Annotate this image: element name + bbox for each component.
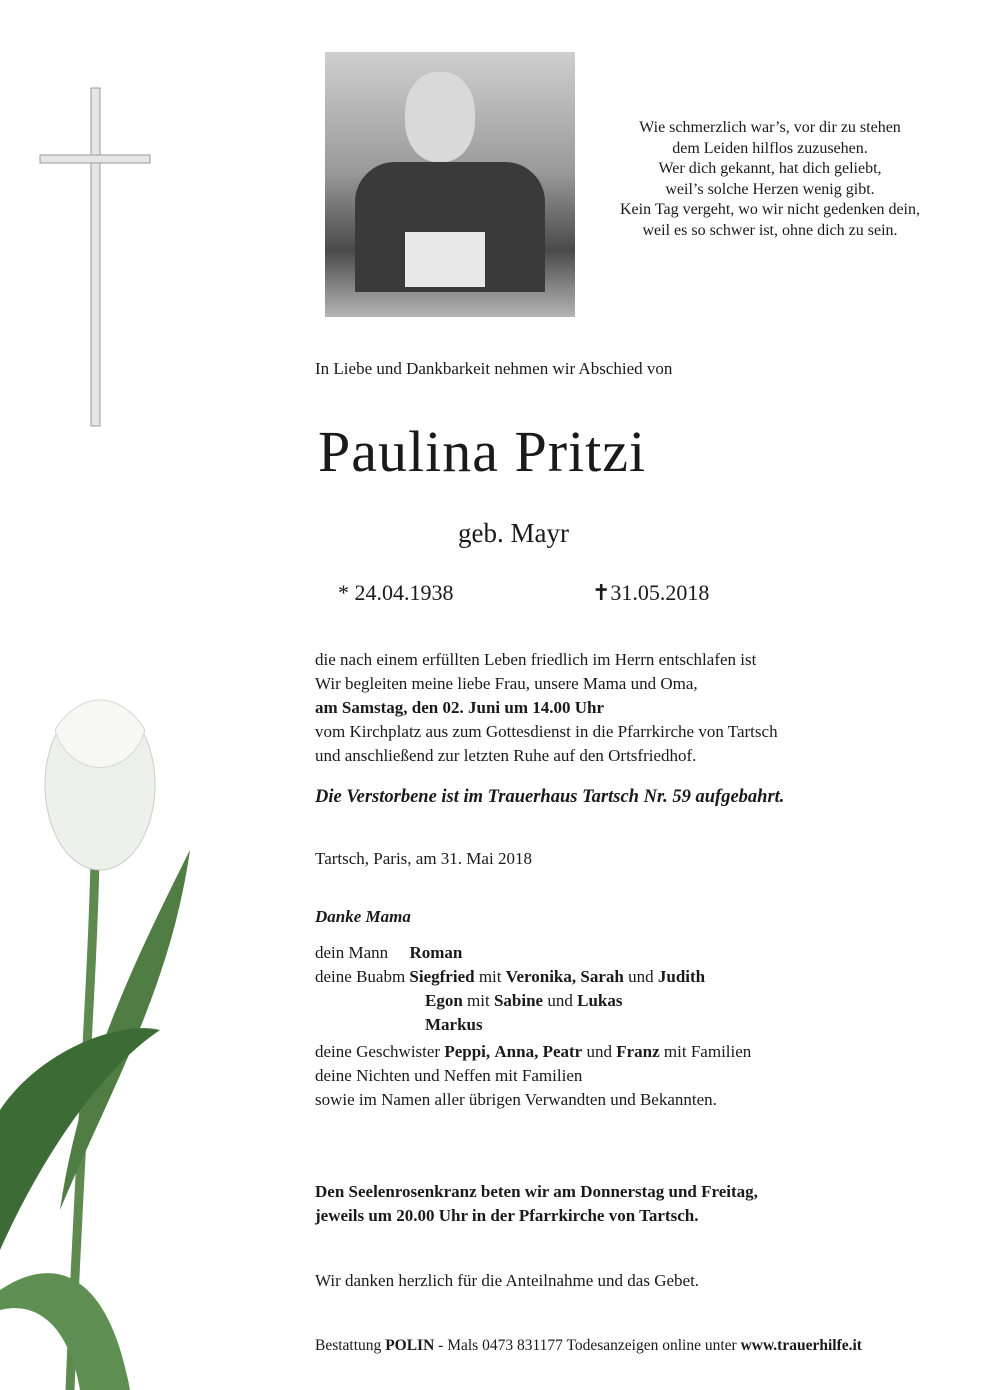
poem-line: Wer dich gekannt, hat dich geliebt, [658, 160, 882, 177]
relation: deine Geschwister [315, 1042, 441, 1061]
rosary-notice [315, 1180, 758, 1228]
funeral-line: und anschließend zur letzten Ruhe auf den Ortsfriedhof. [315, 746, 697, 765]
family-name: Peatr [542, 1042, 583, 1061]
portrait-card [405, 232, 485, 287]
maiden-name: geb. Mayr [458, 518, 569, 548]
funeral-line: Wir begleiten meine liebe Frau, unsere Mama und Oma, [315, 674, 698, 693]
funeral-text [315, 648, 778, 768]
thanks-mama: Danke Mama [315, 907, 411, 926]
poem-line: dem Leiden hilflos zuzusehen. [672, 139, 868, 157]
portrait-photo [325, 52, 575, 317]
funeral-date: am Samstag, den 02. Juni um 14.00 Uhr [315, 698, 605, 717]
family-name: Egon [425, 991, 463, 1010]
separator: , [571, 967, 577, 986]
cross-icon [0, 0, 200, 440]
footer [315, 1337, 862, 1355]
connector: mit Familien [663, 1042, 752, 1061]
family-name: Siegfried [409, 967, 475, 986]
family-line [315, 941, 462, 965]
family-name: Sarah [580, 967, 624, 986]
place-date: Tartsch, Paris, am 31. Mai 2018 [315, 849, 532, 868]
portrait-face [405, 72, 475, 162]
funeral-home-name: POLIN [385, 1337, 435, 1354]
poem [600, 118, 940, 241]
laid-out-notice: Die Verstorbene ist im Trauerhaus Tartsch Nr. 59 aufgebahrt. [315, 787, 785, 807]
birth-date: * 24.04.1938 [338, 580, 454, 605]
deceased-name: Paulina Pritzi [318, 419, 647, 484]
poem-line: weil’s solche Herzen wenig gibt. [665, 180, 875, 198]
connector: und [586, 1042, 612, 1061]
relation: dein Mann [315, 943, 389, 962]
family-line: sowie im Namen aller übrigen Verwandten und Bekannten. [315, 1090, 717, 1109]
footer-text: - Mals 0473 831177 Todesanzeigen online unter [438, 1337, 737, 1354]
family-line [425, 1013, 483, 1037]
family-name: Franz [616, 1042, 660, 1061]
funeral-line: vom Kirchplatz aus zum Gottesdienst in die Pfarrkirche von Tartsch [315, 722, 778, 741]
connector: und [628, 967, 654, 986]
footer-text: Bestattung [315, 1337, 382, 1354]
death-date: ✝31.05.2018 [592, 580, 710, 605]
rosary-line: jeweils um 20.00 Uhr in der Pfarrkirche von Tartsch. [315, 1206, 699, 1225]
family-name: Anna [494, 1042, 535, 1061]
separator: , [485, 1042, 491, 1061]
family-name: Roman [409, 943, 463, 962]
family-line [315, 965, 705, 989]
poem-line: weil es so schwer ist, ohne dich zu sein. [642, 221, 898, 239]
website-link[interactable]: www.trauerhilfe.it [740, 1337, 862, 1354]
family-name: Judith [657, 967, 706, 986]
closing-thanks: Wir danken herzlich für die Anteilnahme und das Gebet. [315, 1271, 700, 1290]
family-name: Markus [425, 1015, 483, 1034]
family-name: Lukas [577, 991, 623, 1010]
family-line [315, 1040, 751, 1064]
family-line [425, 989, 622, 1013]
funeral-line: die nach einem erfüllten Leben friedlich im Herrn entschlafen ist [315, 650, 757, 669]
family-name: Peppi [444, 1042, 486, 1061]
rosary-line: Den Seelenrosenkranz beten wir am Donnerstag und Freitag, [315, 1182, 758, 1201]
connector: mit [467, 991, 490, 1010]
connector: mit [478, 967, 502, 986]
poem-line: Kein Tag vergeht, wo wir nicht gedenken dein, [620, 201, 920, 218]
tulip-illustration [0, 690, 240, 1390]
family-name: Sabine [493, 991, 544, 1010]
intro-text: In Liebe und Dankbarkeit nehmen wir Abschied von [315, 359, 673, 378]
family-line: deine Nichten und Neffen mit Familien [315, 1066, 583, 1085]
relation: deine Buabm [315, 967, 406, 986]
family-name: Veronika [505, 967, 572, 986]
separator: , [534, 1042, 539, 1061]
poem-line: Wie schmerzlich war’s, vor dir zu stehen [639, 119, 901, 136]
connector: und [547, 991, 573, 1010]
